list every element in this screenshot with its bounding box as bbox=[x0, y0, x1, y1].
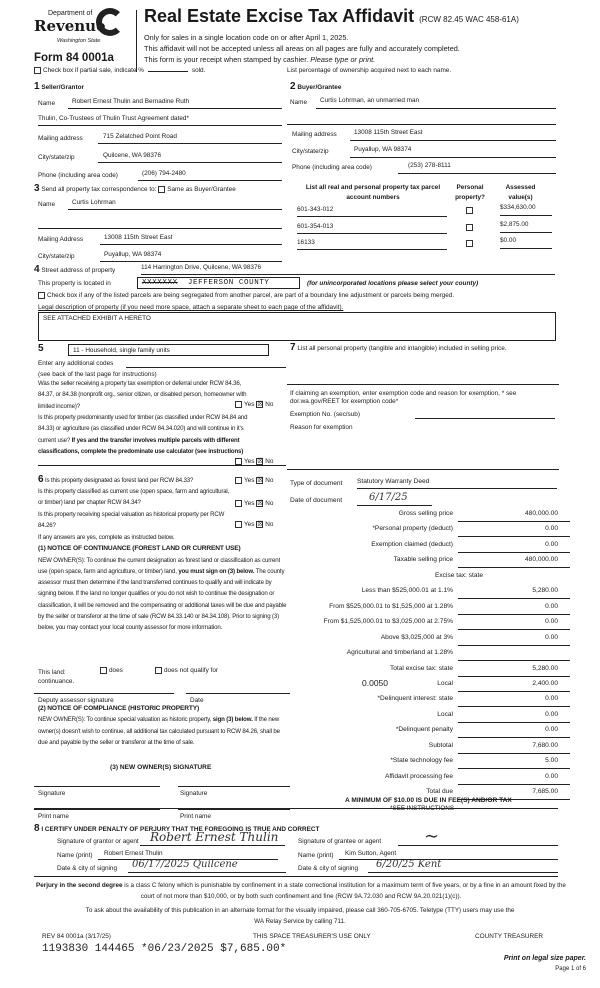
seller-name2-field[interactable] bbox=[38, 115, 282, 126]
personal-property-label bbox=[290, 343, 558, 353]
no-checkbox-checked[interactable]: ☒ bbox=[257, 401, 264, 408]
fin-value: 5.00 bbox=[545, 757, 558, 765]
legal-value: SEE ATTACHED EXHIBIT A HERETO bbox=[43, 315, 151, 322]
q-forest bbox=[38, 474, 238, 486]
rev-number: REV 84 0001a (3/17/25) bbox=[42, 933, 111, 940]
q-timber bbox=[38, 412, 258, 457]
buyer-phone-field[interactable] bbox=[398, 162, 556, 174]
fin-row bbox=[290, 553, 580, 568]
seller-city-field[interactable] bbox=[98, 152, 282, 163]
fin-row bbox=[290, 522, 580, 537]
certify-text: I CERTIFY UNDER PENALTY OF PERJURY THAT THE FOREGOING IS TRUE AND CORRECT bbox=[41, 826, 320, 833]
partial-sale bbox=[34, 67, 205, 74]
grantor-name-label: Name (print) bbox=[57, 852, 93, 859]
fin-value-field[interactable] bbox=[458, 695, 570, 707]
dept-label: Department of bbox=[48, 10, 93, 17]
parcel-number: 16133 bbox=[297, 239, 315, 246]
perjury-bold: Perjury in the second degree bbox=[36, 882, 123, 889]
fin-label: Agricultural and timberland at 1.28% bbox=[346, 649, 453, 657]
fin-value: 0.00 bbox=[545, 602, 558, 610]
fin-value-field[interactable] bbox=[458, 587, 570, 599]
reason-field[interactable] bbox=[287, 460, 559, 470]
fin-value: 7,680.00 bbox=[532, 741, 558, 749]
corr-mail-field[interactable] bbox=[100, 234, 282, 245]
grantee-date-field[interactable] bbox=[368, 859, 558, 873]
buyer-name: Curtis Lohrman, an unmarried man bbox=[320, 97, 420, 104]
fin-row bbox=[290, 584, 580, 599]
fin-row bbox=[290, 770, 580, 785]
q-timber-bold: If yes and the transfer involves multiple parcels with different classifications, complete the predominate use calculator (see instructions) bbox=[38, 436, 244, 455]
fin-row bbox=[290, 754, 580, 769]
fin-value: 5,280.00 bbox=[532, 664, 558, 672]
perjury-text: is a class C felony which is punishable by confinement in a state correctional institution for a maximum term of five years, or by a fine in an amount fixed by the court of not more than $10,000, or by both such confinement and fine (RCW 9A.72.030 and RCW 9A.20.021(1)(c)). bbox=[122, 882, 566, 900]
fin-label: Total due bbox=[426, 788, 453, 796]
fin-label: From $525,000.01 to $1,525,000 at 1.28% bbox=[329, 602, 453, 610]
seller-city-label: City/state/zip bbox=[38, 154, 75, 161]
notice2-text2: If the new owner(s) doesn't wish to continue, all additional tax calculated pursuant to RCW 84.26, shall be due and payable by the seller or transferor at the time of sale. bbox=[38, 716, 280, 746]
q-exemption: Was the seller receiving a property tax exemption or deferral under RCW 84.36, 84.37, or 84.38 (nonprofit org., senior citizen, or disabled person, homeowner with limited income)? bbox=[38, 380, 247, 410]
fin-label: Gross selling price bbox=[398, 510, 453, 517]
county-select[interactable] bbox=[137, 277, 300, 289]
assessed-value: $0.00 bbox=[500, 237, 516, 244]
seller-name-label: Name bbox=[38, 100, 56, 107]
signature-label: Signature bbox=[38, 790, 66, 797]
fin-row bbox=[290, 615, 580, 630]
fin-value-field[interactable] bbox=[458, 618, 570, 630]
yes-label: Yes bbox=[244, 477, 255, 485]
corr-name-label: Name bbox=[38, 201, 56, 208]
segregated-row bbox=[38, 292, 454, 299]
fin-label: Affidavit processing fee bbox=[384, 772, 453, 780]
doc-type-label: Type of document bbox=[290, 480, 343, 487]
see-instructions: *SEE INSTRUCTIONS bbox=[390, 805, 455, 812]
buyer-mail-label: Mailing address bbox=[292, 131, 337, 138]
yes-label: Yes bbox=[244, 500, 255, 508]
personal-property-field[interactable] bbox=[287, 375, 559, 385]
fin-label: From $1,525,000.01 to $3,025,000 at 2.75% bbox=[323, 618, 453, 626]
grantor-date-label: Date & city of signing bbox=[57, 865, 118, 872]
no-label: No bbox=[265, 500, 274, 508]
section5-divider bbox=[38, 456, 286, 466]
fin-value: 0.00 bbox=[545, 525, 558, 533]
q-current-use: Is this property classified as current use (open space, farm and agricultural, or timber) land per chapter RCW 84.34? bbox=[38, 488, 230, 507]
county-strike: XXXXXXX bbox=[142, 279, 178, 287]
seller-phone: (206) 794-2480 bbox=[142, 170, 186, 177]
fin-row bbox=[290, 538, 580, 553]
fin-value: 0.00 bbox=[545, 540, 558, 548]
fin-label: Local bbox=[437, 679, 453, 687]
deputy-date-line[interactable] bbox=[186, 693, 290, 694]
seller-mail-label: Mailing address bbox=[38, 135, 83, 142]
yes-label: Yes bbox=[244, 521, 255, 529]
q-historic: Is this property receiving special valuation as historical property per RCW 84.26? bbox=[38, 511, 225, 530]
seller-name2: Thulin, Co-Trustees of Thulin Trust Agreement dated* bbox=[38, 115, 189, 122]
section8-bottom-rule bbox=[34, 876, 558, 877]
grantee-signature-mark: ∼ bbox=[424, 826, 440, 847]
doc-date-field[interactable] bbox=[357, 492, 432, 506]
street-value: 114 Harrington Drive, Quilcene, WA 98376 bbox=[141, 264, 262, 271]
does-not-option bbox=[155, 667, 218, 674]
fin-value: 2,400.00 bbox=[532, 679, 558, 687]
county-note: (for unincorporated locations please select your county) bbox=[307, 280, 479, 287]
parcel-number-field[interactable] bbox=[297, 206, 447, 217]
no-label: No bbox=[265, 401, 274, 409]
partial-sale-checkbox[interactable] bbox=[34, 67, 41, 74]
fin-row bbox=[290, 739, 580, 754]
fin-value-field[interactable] bbox=[458, 680, 570, 692]
corr-label: Send all property tax correspondence to: bbox=[41, 186, 157, 193]
fin-row bbox=[290, 569, 580, 584]
fin-row bbox=[290, 646, 580, 661]
yes-label: Yes bbox=[244, 401, 255, 409]
signature-label: Signature bbox=[180, 790, 208, 797]
seller-city: Quilcene, WA 98376 bbox=[103, 152, 162, 159]
partial-percent-input[interactable] bbox=[148, 71, 188, 72]
fin-value-field[interactable] bbox=[458, 773, 570, 785]
deputy-date-label: Date bbox=[190, 697, 204, 704]
assessed-value: $334,630.00 bbox=[500, 204, 536, 211]
parcel-number-field[interactable] bbox=[297, 223, 447, 234]
county-value: JEFFERSON COUNTY bbox=[187, 279, 270, 287]
notice1-text2: The county assessor must then determine if the land transferred continues to qualify and will indicate by signing below. If the land no longer qualifies or you do not wish to continue the designation or classification, it will be removed and the compensating or additional taxes will be due and payable by the seller or transferor at the time of sale (RCW 84.33.140 or 84.34.108). Prior to signing (3) below, you may contact your local county assessor for more information. bbox=[38, 567, 287, 632]
fin-value-field[interactable] bbox=[458, 603, 570, 615]
exemption-note: If claiming an exemption, enter exemption code and reason for exemption, * see dor.wa.gov/REET for exemption code* bbox=[290, 390, 517, 405]
fin-label: Above $3,025,000 at 3% bbox=[380, 633, 453, 641]
notice-compliance bbox=[38, 703, 290, 748]
q-exemption-answer bbox=[235, 401, 273, 408]
fin-row bbox=[290, 677, 580, 692]
fin-value-field[interactable] bbox=[458, 634, 570, 646]
no-label: No bbox=[265, 458, 274, 466]
no-checkbox-checked[interactable]: ☒ bbox=[257, 521, 264, 528]
buyer-city: Puyallup, WA 98374 bbox=[354, 146, 412, 153]
fin-value: 0.00 bbox=[545, 633, 558, 641]
this-land-label bbox=[38, 668, 74, 686]
ifany-text: If any answers are yes, complete as instructed below. bbox=[38, 534, 175, 541]
continuance-text: continuance. bbox=[38, 678, 75, 685]
fin-value-field[interactable] bbox=[458, 525, 570, 537]
perjury-note bbox=[36, 880, 566, 902]
fin-row bbox=[290, 507, 580, 522]
fin-label: *Delinquent penalty bbox=[395, 726, 453, 734]
fin-label: Exemption claimed (deduct) bbox=[371, 540, 453, 548]
fin-value: 480,000.00 bbox=[524, 556, 558, 564]
grantee-signature-label: Signature of grantee or agent bbox=[298, 838, 382, 845]
buyer-heading bbox=[290, 81, 341, 92]
section-number: 2 bbox=[290, 81, 296, 92]
corr-mail: 13008 115th Street East bbox=[104, 234, 173, 241]
grantee-signature-field[interactable] bbox=[398, 826, 558, 846]
section-number: 8 bbox=[34, 823, 40, 834]
cashier-stamp: 1193830 144465 *06/23/2025 $7,685.00* bbox=[42, 943, 287, 955]
street-label bbox=[34, 264, 115, 275]
notice1-bold: you must sign on (3) below. bbox=[178, 567, 255, 575]
same-as-buyer-label: Same as Buyer/Grantee bbox=[167, 186, 236, 193]
fin-value: 0.00 bbox=[545, 618, 558, 626]
fin-label: *Delinquent interest: state bbox=[377, 695, 453, 703]
local-rate: 0.0050 bbox=[362, 678, 388, 688]
sold-label: sold. bbox=[191, 67, 206, 75]
seller-name: Robert Ernest Thulin and Bernadine Ruth bbox=[72, 98, 190, 105]
street-field[interactable] bbox=[141, 264, 555, 275]
personal-property-checkbox[interactable] bbox=[466, 207, 475, 214]
fin-value-field[interactable] bbox=[458, 541, 570, 553]
fin-value: 0.00 bbox=[545, 710, 558, 718]
land-use-code: 11 - Household, single family units bbox=[73, 347, 170, 354]
checkbox[interactable] bbox=[466, 224, 473, 231]
buyer-title: Buyer/Grantee bbox=[297, 84, 342, 91]
doc-date-label: Date of document bbox=[290, 497, 343, 504]
title-rcw: (RCW 82.45 WAC 458-61A) bbox=[419, 15, 519, 24]
corr-name2-field[interactable] bbox=[38, 218, 282, 229]
does-label: does bbox=[109, 667, 123, 675]
buyer-mail-field[interactable] bbox=[350, 129, 556, 141]
land-use-code-select[interactable] bbox=[68, 344, 269, 356]
additional-codes-label: Enter any additional codes bbox=[38, 360, 114, 367]
doc-type: Statutory Warranty Deed bbox=[357, 478, 430, 485]
buyer-phone: (253) 278-8111 bbox=[408, 162, 451, 169]
yes-checkbox[interactable] bbox=[235, 521, 242, 528]
assessed-value: $2,875.00 bbox=[500, 220, 529, 228]
fin-row bbox=[290, 600, 580, 615]
exemption-no-label: Exemption No. (sec/sub) bbox=[290, 411, 360, 418]
personal-header: Personal property? bbox=[455, 184, 485, 201]
notice2-text: NEW OWNER(S): To continue special valuation as historic property, bbox=[38, 716, 212, 724]
notice1-text: NEW OWNER(S): To continue the current designation as forest land or classification as current use (open space, farm and agriculture, or timber) land, bbox=[38, 556, 280, 575]
seller-mail-field[interactable] bbox=[98, 133, 282, 144]
notice2-title: (2) NOTICE OF COMPLIANCE (HISTORIC PROPERTY) bbox=[38, 705, 200, 712]
grantor-signature: Robert Ernest Thulin bbox=[150, 830, 279, 844]
yes-checkbox[interactable] bbox=[235, 477, 242, 484]
no-checkbox-checked[interactable]: ☒ bbox=[257, 477, 264, 484]
deputy-signature-line[interactable] bbox=[34, 693, 174, 694]
new-owner-signature-title: (3) NEW OWNER(S) SIGNATURE bbox=[110, 764, 212, 771]
section8-top-rule bbox=[34, 808, 558, 822]
street-label-text: Street address of property bbox=[41, 267, 116, 274]
yes-checkbox[interactable] bbox=[235, 401, 242, 408]
grantee-date-label: Date & city of signing bbox=[298, 865, 359, 872]
buyer-phone-label: Phone (including area code) bbox=[292, 164, 372, 171]
segregated-checkbox[interactable] bbox=[38, 292, 45, 299]
grantee-name: Kim Sutton, Agent bbox=[345, 850, 397, 857]
no-checkbox-checked[interactable]: ☒ bbox=[257, 500, 264, 507]
located-label: This property is located in bbox=[38, 280, 111, 287]
corr-city: Puyallup, WA 98374 bbox=[104, 251, 162, 258]
seller-name-field[interactable] bbox=[68, 98, 282, 109]
form-number: Form 84 0001a bbox=[34, 52, 114, 64]
fin-value: 480,000.00 bbox=[524, 510, 558, 517]
county-treasurer: COUNTY TREASURER bbox=[475, 933, 543, 940]
alt-format-note: To ask about the availability of this publication in an alternate format for the visually impaired, please call 360-705-6705. Teletype (TTY) users may use the WA Relay Service by calling 711. bbox=[85, 907, 515, 925]
seller-title: Seller/Grantor bbox=[41, 84, 84, 91]
does-checkbox[interactable] bbox=[100, 667, 107, 674]
buyer-name2-field[interactable] bbox=[287, 113, 556, 125]
fin-row bbox=[290, 723, 580, 738]
grantor-date-field[interactable] bbox=[128, 859, 286, 873]
fin-label: *Personal property (deduct) bbox=[372, 525, 453, 533]
fin-row bbox=[290, 631, 580, 646]
section-number: 5 bbox=[38, 343, 44, 354]
no-label: No bbox=[265, 477, 274, 485]
revenue-logo-icon bbox=[96, 8, 124, 36]
fin-value-field[interactable] bbox=[458, 742, 570, 754]
same-as-buyer-checkbox[interactable] bbox=[158, 186, 165, 193]
assessed-value-field[interactable] bbox=[500, 237, 552, 249]
line3-italic: Please type or print. bbox=[310, 55, 376, 64]
doc-date: 6/17/25 bbox=[369, 492, 408, 503]
line3-text: This form is your receipt when stamped by cashier. bbox=[144, 55, 309, 64]
grantor-signature-field[interactable] bbox=[140, 830, 285, 846]
parcel-header: List all real and personal property tax parcel account numbers bbox=[305, 184, 441, 201]
section-number: 1 bbox=[34, 81, 40, 92]
corr-city-label: City/state/zip bbox=[38, 253, 75, 260]
parcel-number: 601-343-012 bbox=[297, 206, 334, 213]
seller-phone-field[interactable] bbox=[138, 170, 282, 181]
q-forest-answer bbox=[235, 477, 273, 484]
legal-description-field[interactable] bbox=[38, 312, 556, 341]
section-number: 7 bbox=[290, 342, 296, 353]
legal-label: Legal description of property (if you need more space, attach a separate sheet to each page of the affidavit). bbox=[38, 304, 344, 311]
header-line2: This affidavit will not be accepted unless all areas on all pages are fully and accurately completed. bbox=[144, 44, 460, 53]
section-number: 3 bbox=[34, 183, 40, 194]
q-current-use-answer bbox=[235, 500, 273, 507]
buyer-mail: 13008 115th Street East bbox=[354, 129, 423, 136]
fin-label: Local bbox=[437, 710, 453, 718]
seeback-label: (see back of the last page for instructions) bbox=[38, 371, 157, 378]
fin-row bbox=[290, 662, 580, 677]
header-divider bbox=[136, 10, 137, 72]
fin-value: 0.00 bbox=[545, 726, 558, 734]
checkbox[interactable] bbox=[466, 207, 473, 214]
print-name-label: Print name bbox=[180, 813, 211, 820]
fin-value-field[interactable] bbox=[458, 726, 570, 738]
grantor-name: Robert Ernest Thulin bbox=[104, 850, 163, 857]
state-label: Washington State bbox=[57, 38, 101, 44]
corr-city-field[interactable] bbox=[100, 251, 282, 262]
grantee-date: 6/20/25 Kent bbox=[376, 859, 442, 870]
title-text: Real Estate Excise Tax Affidavit bbox=[144, 6, 415, 26]
corr-name-field[interactable] bbox=[68, 199, 282, 210]
print-name-label: Print name bbox=[38, 813, 69, 820]
yes-label: Yes bbox=[244, 458, 255, 466]
personal-property-checkbox[interactable] bbox=[466, 240, 475, 247]
additional-codes-field[interactable] bbox=[126, 358, 286, 368]
corr-name: Curtis Lohrman bbox=[72, 199, 116, 206]
fin-value-field[interactable] bbox=[458, 510, 570, 522]
thisland-text: This land: bbox=[38, 669, 66, 676]
reason-label: Reason for exemption bbox=[290, 424, 353, 431]
fin-label: *State technology fee bbox=[390, 757, 453, 765]
fin-value: 5,280.00 bbox=[532, 587, 558, 595]
fin-value: 0.00 bbox=[545, 772, 558, 780]
correspondence-heading bbox=[34, 183, 236, 194]
fin-label: Taxable selling price bbox=[393, 556, 453, 564]
notice1-title: (1) NOTICE OF CONTINUANCE (FOREST LAND OR CURRENT USE) bbox=[38, 545, 241, 553]
q-timber-text: Is this property predominantly used for timber (as classified under RCW 84.84 and 84.33) or agriculture (as classified under RCW 84.34.020) and will continue in it's current use? bbox=[38, 414, 248, 444]
grantee-name-label: Name (print) bbox=[298, 852, 334, 859]
fin-row bbox=[290, 708, 580, 723]
deputy-label: Deputy assessor signature bbox=[38, 697, 114, 704]
grantor-date: 06/17/2025 Quilcene bbox=[132, 859, 238, 870]
parcel-number-field[interactable] bbox=[297, 239, 447, 250]
notice-continuance bbox=[38, 532, 290, 634]
yes-checkbox[interactable] bbox=[235, 500, 242, 507]
fin-value-field[interactable] bbox=[458, 665, 570, 677]
q-forest-text: Is this property designated as forest land per RCW 84.33? bbox=[44, 477, 194, 484]
header-line1: Only for sales in a single location code on or after April 1, 2025. bbox=[144, 33, 349, 42]
seller-heading bbox=[34, 81, 84, 92]
buyer-name-field[interactable] bbox=[316, 97, 556, 109]
section-number: 4 bbox=[34, 264, 40, 275]
ownership-note: List percentage of ownership acquired next to each name. bbox=[287, 67, 452, 74]
grantor-signature-label: Signature of grantor or agent bbox=[57, 838, 139, 845]
seller-phone-label: Phone (including area code) bbox=[38, 172, 118, 179]
fin-label: Total excise tax: state bbox=[389, 664, 453, 672]
fin-label: Excise tax: state bbox=[434, 571, 483, 579]
parcel-number: 601-354-013 bbox=[297, 222, 334, 230]
fin-label: Less than $525,000.01 at 1.1% bbox=[361, 587, 453, 595]
personal-property-checkbox[interactable] bbox=[466, 224, 475, 231]
does-not-label: does not qualify for bbox=[164, 667, 218, 675]
fin-value-field[interactable] bbox=[458, 649, 570, 661]
fin-value-field[interactable] bbox=[458, 556, 570, 568]
signature-line-2[interactable] bbox=[178, 786, 290, 787]
segregated-label: Check box if any of the listed parcels are being segregated from another parcel, are part of a boundary line adjustment or parcels being merged. bbox=[47, 292, 455, 300]
partial-label: Check box if partial sale, indicate % bbox=[43, 67, 144, 75]
no-checkbox-checked[interactable]: ☒ bbox=[257, 458, 264, 465]
corr-mail-label: Mailing Address bbox=[38, 236, 84, 243]
assessed-value-field[interactable] bbox=[500, 221, 552, 233]
does-option bbox=[100, 667, 123, 674]
page-number: Page 1 of 6 bbox=[555, 966, 586, 972]
header-line3 bbox=[144, 55, 375, 64]
fin-row bbox=[290, 692, 580, 707]
does-not-checkbox[interactable] bbox=[155, 667, 162, 674]
exemption-no-field[interactable] bbox=[415, 409, 555, 419]
revenue-logo-text: Revenue bbox=[34, 17, 106, 35]
q-historic-answer bbox=[235, 521, 273, 528]
doc-type-field[interactable] bbox=[357, 478, 557, 489]
fin-value-field[interactable] bbox=[458, 757, 570, 769]
s7-label: List all personal property (tangible and intangible) included in selling price. bbox=[297, 345, 507, 352]
fin-value: 0.00 bbox=[545, 695, 558, 703]
signature-line-1[interactable] bbox=[34, 786, 160, 787]
notice2-bold: sign (3) below. bbox=[212, 716, 253, 724]
minimum-note: A MINIMUM OF $10.00 IS DUE IN FEE(S) AND/OR TAX bbox=[345, 797, 512, 804]
fin-value: 7,685.00 bbox=[532, 788, 558, 796]
buyer-city-label: City/state/zip bbox=[292, 148, 329, 155]
assessed-value-field[interactable] bbox=[500, 204, 552, 216]
fin-value-field[interactable] bbox=[458, 711, 570, 723]
treasurer-use: THIS SPACE TREASURER'S USE ONLY bbox=[253, 933, 371, 940]
page-title bbox=[144, 6, 519, 27]
assessed-header: Assessed value(s) bbox=[505, 184, 536, 201]
checkbox[interactable] bbox=[466, 240, 473, 247]
legal-paper-note: Print on legal size paper. bbox=[503, 955, 586, 962]
no-label: No bbox=[265, 521, 274, 529]
section-number: 6 bbox=[38, 474, 44, 485]
buyer-city-field[interactable] bbox=[350, 146, 556, 158]
seller-mail: 715 Zelatched Point Road bbox=[103, 133, 177, 140]
buyer-name-label: Name bbox=[290, 99, 308, 106]
fin-label: Subtotal bbox=[428, 741, 453, 749]
